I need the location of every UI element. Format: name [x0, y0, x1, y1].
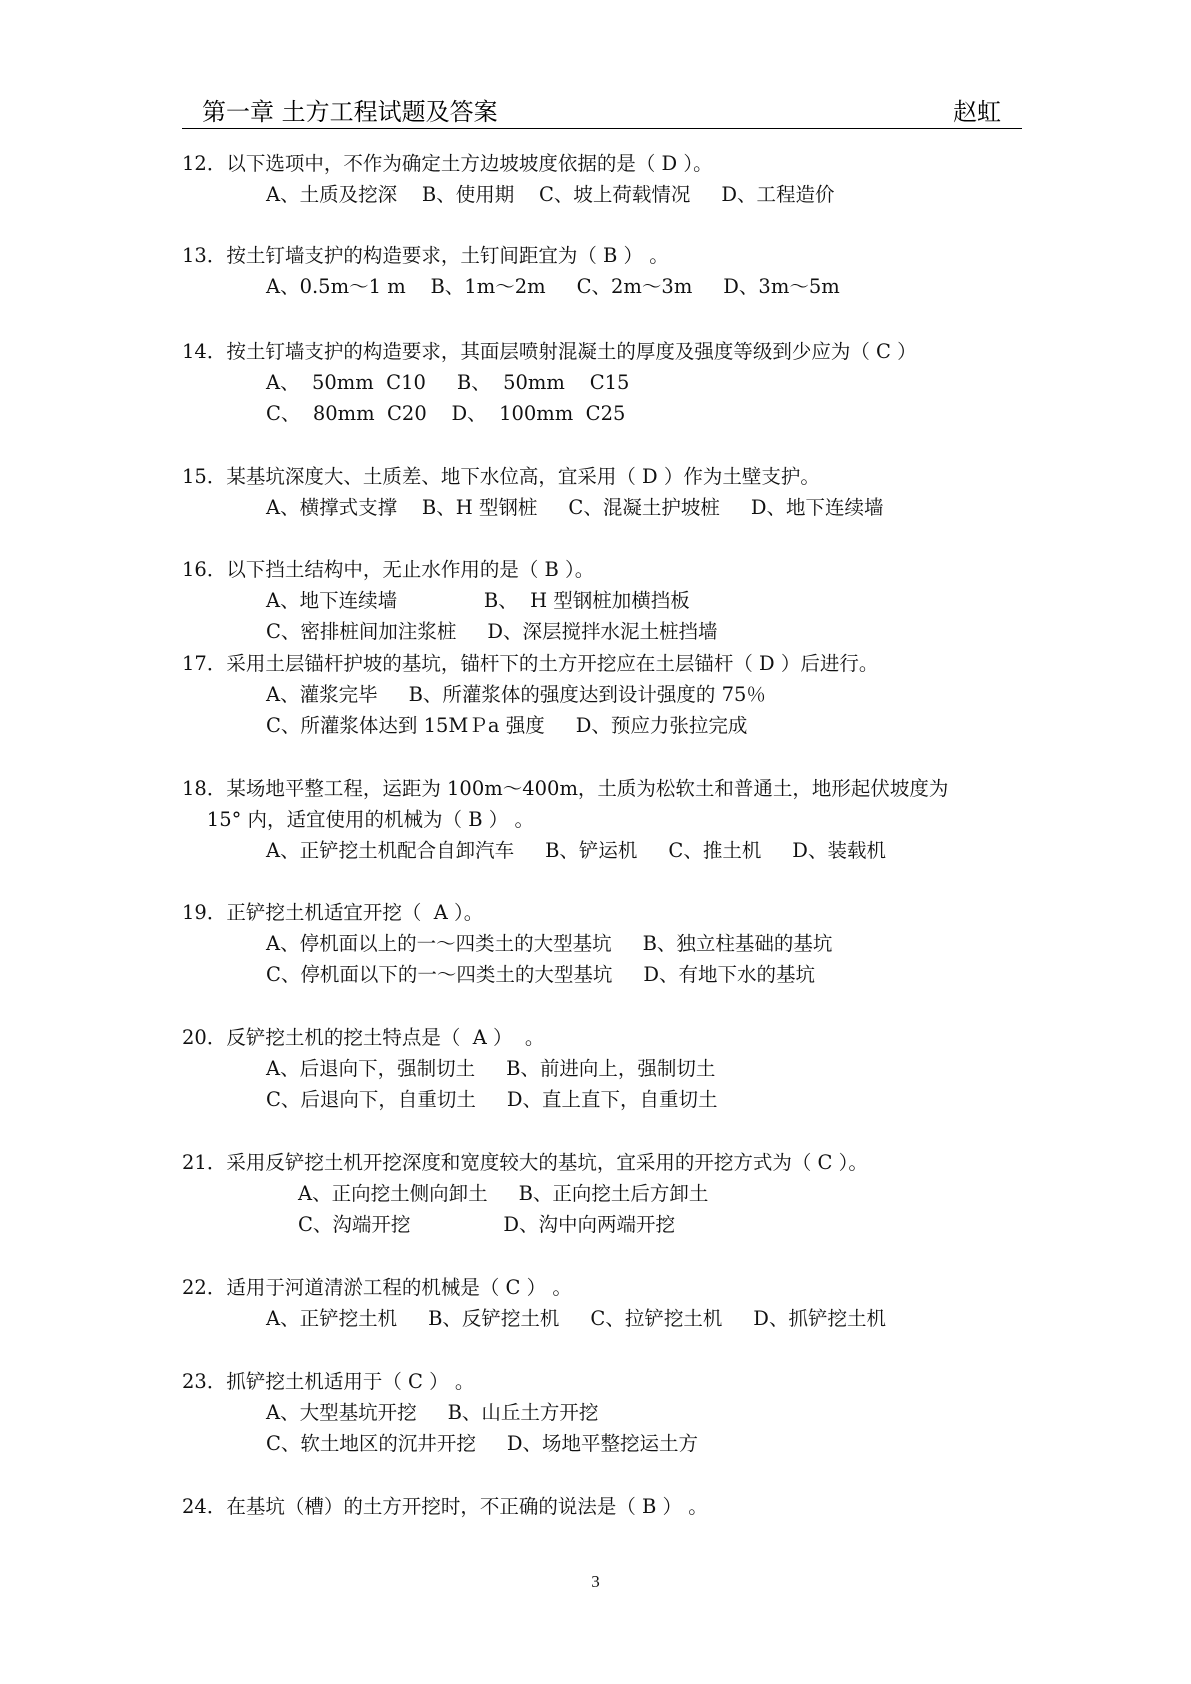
question-24: 24．在基坑（槽）的土方开挖时，不正确的说法是（ B ） 。	[182, 1495, 708, 1518]
question-15-options: A、横撑式支撑 B、H 型钢桩 C、混凝土护坡桩 D、地下连续墙	[266, 496, 884, 519]
question-22-options: A、正铲挖土机 B、反铲挖土机 C、拉铲挖土机 D、抓铲挖土机	[266, 1307, 886, 1330]
question-13: 13．按土钉墙支护的构造要求，土钉间距宜为（ B ） 。	[182, 244, 669, 267]
question-14-options-a: A、 50mm C10 B、 50mm C15	[266, 371, 630, 394]
author-name: 赵虹	[953, 98, 1001, 126]
question-14: 14．按土钉墙支护的构造要求，其面层喷射混凝土的厚度及强度等级到少应为（ C ）	[182, 340, 917, 363]
question-19-options-b: C、停机面以下的一～四类土的大型基坑 D、有地下水的基坑	[266, 963, 816, 986]
question-13-options: A、0.5m～1 m B、1m～2m C、2m～3m D、3m～5m	[266, 275, 840, 298]
page-number: 3	[591, 1572, 600, 1591]
question-18-options: A、正铲挖土机配合自卸汽车 B、铲运机 C、推土机 D、装载机	[266, 839, 886, 862]
question-19-options-a: A、停机面以上的一～四类土的大型基坑 B、独立柱基础的基坑	[266, 932, 833, 955]
question-22: 22．适用于河道清淤工程的机械是（ C ） 。	[182, 1276, 572, 1299]
question-20-options-a: A、后退向下，强制切土 B、前进向上，强制切土	[266, 1057, 716, 1080]
question-19: 19．正铲挖土机适宜开挖（ A ）。	[182, 901, 484, 924]
question-17: 17．采用土层锚杆护坡的基坑，锚杆下的土方开挖应在土层锚杆（ D ）后进行。	[182, 652, 879, 675]
question-21: 21．采用反铲挖土机开挖深度和宽度较大的基坑，宜采用的开挖方式为（ C ）。	[182, 1151, 868, 1174]
question-17-options-b: C、所灌浆体达到 15MＰa 强度 D、预应力张拉完成	[266, 714, 748, 737]
question-12-options: A、土质及挖深 B、使用期 C、坡上荷载情况 D、工程造价	[266, 183, 835, 206]
question-20-options-b: C、后退向下，自重切土 D、直上直下，自重切土	[266, 1088, 718, 1111]
question-21-options-b: C、沟端开挖 D、沟中向两端开挖	[298, 1213, 676, 1236]
question-12: 12．以下选项中，不作为确定土方边坡坡度依据的是（ D ）。	[182, 152, 713, 175]
question-23: 23．抓铲挖土机适用于（ C ） 。	[182, 1370, 475, 1393]
question-17-options-a: A、灌浆完毕 B、所灌浆体的强度达到设计强度的 75％	[266, 683, 766, 706]
question-16-options-a: A、地下连续墙 B、 H 型钢桩加横挡板	[266, 589, 690, 612]
question-23-options-b: C、软土地区的沉井开挖 D、场地平整挖运土方	[266, 1432, 699, 1455]
question-21-options-a: A、正向挖土侧向卸土 B、正向挖土后方卸土	[298, 1182, 709, 1205]
header-rule	[182, 128, 1022, 129]
question-20: 20．反铲挖土机的挖土特点是（ A ） 。	[182, 1026, 545, 1049]
chapter-title: 第一章 土方工程试题及答案	[202, 98, 498, 126]
question-23-options-a: A、大型基坑开挖 B、山丘土方开挖	[266, 1401, 599, 1424]
question-18: 18．某场地平整工程，运距为 100m～400m，土质为松软土和普通土，地形起伏坡度为 15° 内，适宜使用的机械为（ B ） 。	[182, 777, 949, 831]
question-14-options-b: C、 80mm C20 D、 100mm C25	[266, 402, 626, 425]
question-16-options-b: C、密排桩间加注浆桩 D、深层搅拌水泥土桩挡墙	[266, 620, 718, 643]
question-16: 16．以下挡土结构中，无止水作用的是（ B ）。	[182, 558, 595, 581]
question-15: 15．某基坑深度大、土质差、地下水位高，宜采用（ D ）作为土壁支护。	[182, 465, 820, 488]
